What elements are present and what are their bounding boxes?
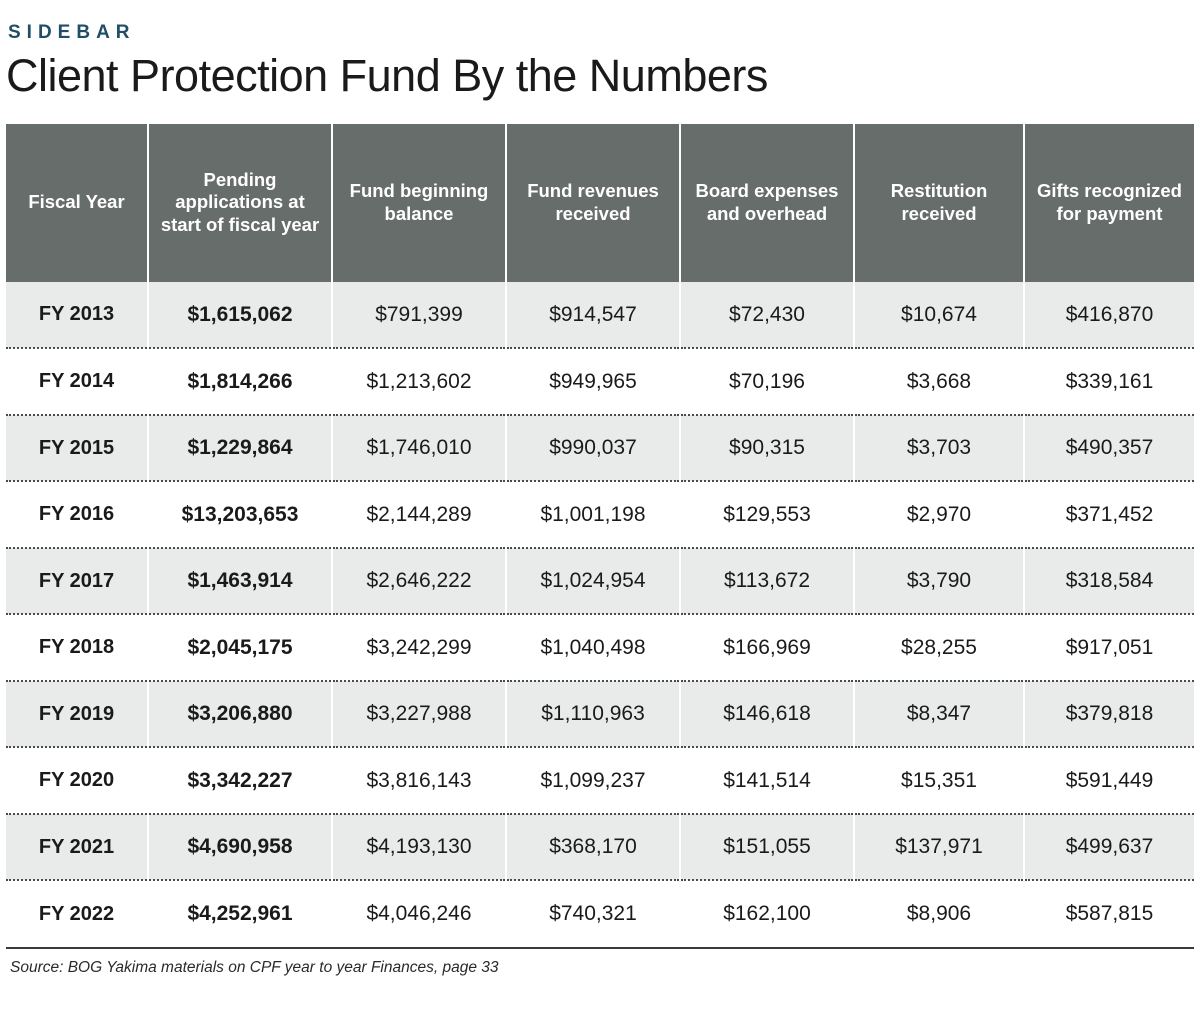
cell-restitution-received: $3,668 [854, 348, 1024, 415]
cpf-numbers-table [6, 124, 1194, 947]
cell-restitution-received: $10,674 [854, 282, 1024, 349]
cell-fiscal-year: FY 2017 [6, 548, 148, 615]
table-header-row [6, 124, 1194, 282]
cell-pending-applications: $4,690,958 [148, 814, 332, 881]
cell-gifts-recognized: $339,161 [1024, 348, 1194, 415]
cell-pending-applications: $2,045,175 [148, 614, 332, 681]
table-row [6, 814, 1194, 881]
cell-restitution-received: $2,970 [854, 481, 1024, 548]
cell-fund-beginning-balance: $3,242,299 [332, 614, 506, 681]
cell-fund-revenues-received: $949,965 [506, 348, 680, 415]
cell-restitution-received: $15,351 [854, 747, 1024, 814]
cell-fund-beginning-balance: $791,399 [332, 282, 506, 349]
cell-fiscal-year: FY 2020 [6, 747, 148, 814]
column-header-fund-revenues-received: Fund revenues received [506, 124, 680, 282]
cell-gifts-recognized: $499,637 [1024, 814, 1194, 881]
cell-fund-revenues-received: $740,321 [506, 880, 680, 947]
table-body [6, 282, 1194, 947]
cell-pending-applications: $1,615,062 [148, 282, 332, 349]
cell-restitution-received: $8,906 [854, 880, 1024, 947]
table-row [6, 282, 1194, 349]
table-row [6, 481, 1194, 548]
cell-gifts-recognized: $490,357 [1024, 415, 1194, 482]
cell-board-expenses-overhead: $70,196 [680, 348, 854, 415]
cell-board-expenses-overhead: $162,100 [680, 880, 854, 947]
table-head [6, 124, 1194, 282]
cell-board-expenses-overhead: $90,315 [680, 415, 854, 482]
cell-fund-beginning-balance: $3,816,143 [332, 747, 506, 814]
column-header-board-expenses-overhead: Board expenses and overhead [680, 124, 854, 282]
cell-gifts-recognized: $416,870 [1024, 282, 1194, 349]
cell-pending-applications: $1,463,914 [148, 548, 332, 615]
table-row [6, 681, 1194, 748]
table-bottom-rule [6, 947, 1194, 949]
column-header-gifts-recognized-for-payment: Gifts recognized for payment [1024, 124, 1194, 282]
cell-fund-beginning-balance: $3,227,988 [332, 681, 506, 748]
cell-restitution-received: $28,255 [854, 614, 1024, 681]
cell-fund-revenues-received: $1,024,954 [506, 548, 680, 615]
column-header-fund-beginning-balance: Fund beginning balance [332, 124, 506, 282]
cell-gifts-recognized: $587,815 [1024, 880, 1194, 947]
cell-board-expenses-overhead: $129,553 [680, 481, 854, 548]
cell-fund-revenues-received: $1,099,237 [506, 747, 680, 814]
cell-fund-revenues-received: $1,040,498 [506, 614, 680, 681]
cell-board-expenses-overhead: $141,514 [680, 747, 854, 814]
cell-fund-revenues-received: $914,547 [506, 282, 680, 349]
cell-board-expenses-overhead: $72,430 [680, 282, 854, 349]
cell-board-expenses-overhead: $166,969 [680, 614, 854, 681]
table-row [6, 747, 1194, 814]
cell-fiscal-year: FY 2019 [6, 681, 148, 748]
cell-gifts-recognized: $917,051 [1024, 614, 1194, 681]
kicker-label: SIDEBAR [8, 22, 136, 43]
cell-gifts-recognized: $591,449 [1024, 747, 1194, 814]
cell-fiscal-year: FY 2013 [6, 282, 148, 349]
table-row [6, 348, 1194, 415]
cell-restitution-received: $137,971 [854, 814, 1024, 881]
table-row [6, 548, 1194, 615]
cell-pending-applications: $4,252,961 [148, 880, 332, 947]
cell-fiscal-year: FY 2018 [6, 614, 148, 681]
cell-pending-applications: $13,203,653 [148, 481, 332, 548]
cell-fund-revenues-received: $990,037 [506, 415, 680, 482]
column-header-restitution-received: Restitution received [854, 124, 1024, 282]
cell-fund-revenues-received: $368,170 [506, 814, 680, 881]
cell-fund-beginning-balance: $4,193,130 [332, 814, 506, 881]
source-note: Source: BOG Yakima materials on CPF year to year Finances, page 33 [10, 958, 499, 976]
cell-gifts-recognized: $318,584 [1024, 548, 1194, 615]
cell-pending-applications: $1,814,266 [148, 348, 332, 415]
cell-restitution-received: $8,347 [854, 681, 1024, 748]
page-title: Client Protection Fund By the Numbers [6, 50, 768, 101]
cell-fund-beginning-balance: $2,144,289 [332, 481, 506, 548]
cell-fund-beginning-balance: $1,746,010 [332, 415, 506, 482]
cell-restitution-received: $3,703 [854, 415, 1024, 482]
table-container [6, 124, 1194, 947]
cell-fiscal-year: FY 2022 [6, 880, 148, 947]
cell-fund-beginning-balance: $2,646,222 [332, 548, 506, 615]
cell-board-expenses-overhead: $113,672 [680, 548, 854, 615]
cell-fund-beginning-balance: $4,046,246 [332, 880, 506, 947]
cell-board-expenses-overhead: $151,055 [680, 814, 854, 881]
table-row [6, 880, 1194, 947]
cell-restitution-received: $3,790 [854, 548, 1024, 615]
cell-pending-applications: $3,206,880 [148, 681, 332, 748]
cell-gifts-recognized: $371,452 [1024, 481, 1194, 548]
cell-fund-revenues-received: $1,110,963 [506, 681, 680, 748]
cell-fiscal-year: FY 2015 [6, 415, 148, 482]
table-row [6, 415, 1194, 482]
cell-pending-applications: $1,229,864 [148, 415, 332, 482]
sidebar-page [0, 22, 1200, 1022]
column-header-fiscal-year: Fiscal Year [6, 124, 148, 282]
table-row [6, 614, 1194, 681]
column-header-pending-applications: Pending applications at start of fiscal year [148, 124, 332, 282]
cell-gifts-recognized: $379,818 [1024, 681, 1194, 748]
cell-fiscal-year: FY 2016 [6, 481, 148, 548]
cell-fiscal-year: FY 2021 [6, 814, 148, 881]
cell-pending-applications: $3,342,227 [148, 747, 332, 814]
cell-fund-revenues-received: $1,001,198 [506, 481, 680, 548]
cell-fiscal-year: FY 2014 [6, 348, 148, 415]
cell-board-expenses-overhead: $146,618 [680, 681, 854, 748]
cell-fund-beginning-balance: $1,213,602 [332, 348, 506, 415]
